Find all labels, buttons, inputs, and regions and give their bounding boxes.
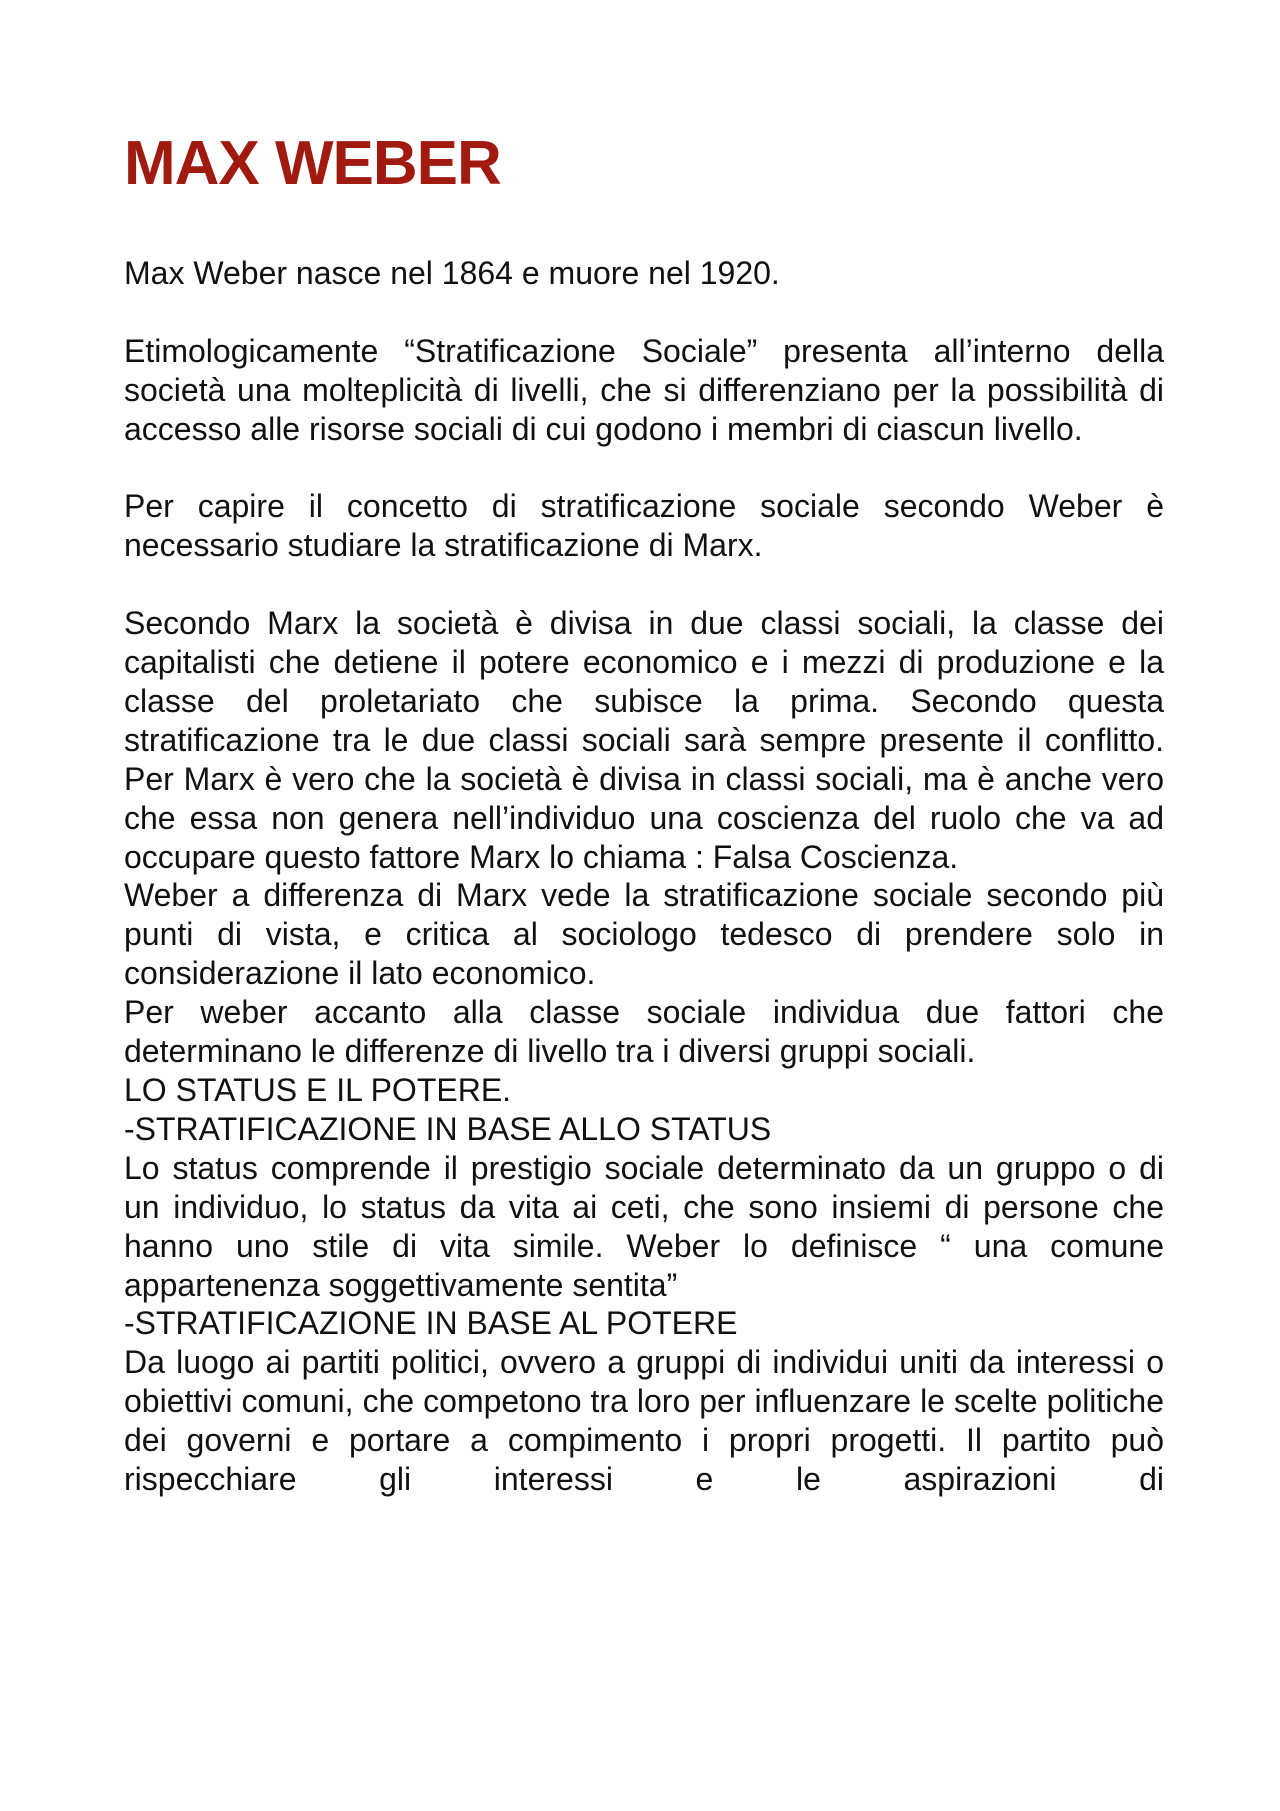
page-title: MAX WEBER — [124, 129, 501, 198]
heading-power: -STRATIFICAZIONE IN BASE AL POTERE — [124, 1305, 738, 1342]
paragraph-marx: Secondo Marx la società è divisa in due classi sociali, la classe dei capitalisti che detiene il potere economico e i mezzi di produzione e la classe del proletariato che subisce la prima. Secondo questa stratificazione tra le due classi sociali sarà sempre presente il conflitto. Per Marx è vero che la società è divisa in classi sociali, ma è anche vero che essa non genera nell’individuo una coscienza del ruolo che va ad occupare questo fattore Marx lo chiama : Falsa Coscienza. — [124, 605, 1164, 875]
heading-status: -STRATIFICAZIONE IN BASE ALLO STATUS — [124, 1110, 772, 1147]
paragraph-weber-difference: Weber a differenza di Marx vede la stratificazione sociale secondo più punti di vista, e critica al sociologo tedesco di prendere solo in considerazione il lato economico. — [124, 877, 1164, 992]
paragraph-power: Da luogo ai partiti politici, ovvero a gruppi di individui uniti da interessi o obiettivi comuni, che competono tra loro per influenzare le scelte politiche dei governi e portare a compimento i propri progetti. Il partito può rispecchiare gli interessi e le aspirazioni di — [124, 1344, 1164, 1498]
paragraph-status: Lo status comprende il prestigio sociale determinato da un gruppo o di un individuo, lo status da vita ai ceti, che sono insiemi di persone che hanno uno stile di vita simile. Weber lo definisce “ una comune appartenenza soggettivamente sentita” — [124, 1149, 1164, 1303]
paragraph-birth: Max Weber nasce nel 1864 e muore nel 1920. — [124, 255, 780, 291]
paragraph-weber-factors: Per weber accanto alla classe sociale individua due fattori che determinano le differenze di livello tra i diversi gruppi sociali. — [124, 994, 1164, 1070]
paragraph-etymology: Etimologicamente “Stratificazione Sociale” presenta all’interno della società una molteplicità di livelli, che si differenziano per la possibilità di accesso alle risorse sociali di cui godono i membri di ciascun livello. — [124, 332, 1164, 447]
document-body — [124, 254, 1164, 1499]
paragraph-concept: Per capire il concetto di stratificazione sociale secondo Weber è necessario studiare la stratificazione di Marx. — [124, 488, 1164, 564]
heading-status-power: LO STATUS E IL POTERE. — [124, 1071, 512, 1108]
